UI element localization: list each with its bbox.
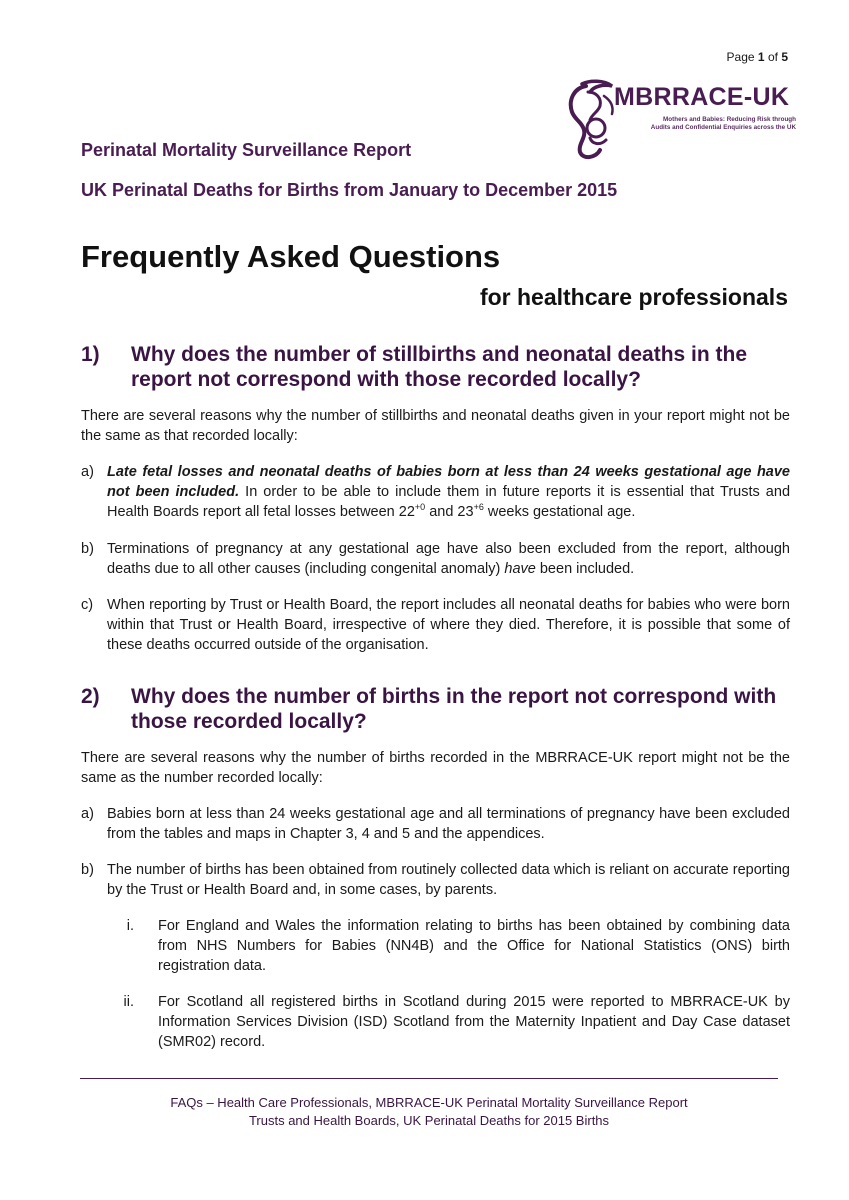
list-label: c) <box>81 597 94 613</box>
logo-tagline <box>628 116 796 132</box>
page-total: 5 <box>781 50 788 64</box>
list-body: When reporting by Trust or Health Board, the report includes all neonatal deaths for babies who were born within that Trust or Health Board, irrespective of where they died. Therefore, it is possible that some of these deaths occurred outside of the organisation. <box>107 597 790 653</box>
text-span: been included. <box>535 561 635 577</box>
report-title: Perinatal Mortality Surveillance Report <box>81 140 412 160</box>
list-item <box>81 860 790 900</box>
question-1-intro: There are several reasons why the number of stillbirths and neonatal deaths given in your report might not be the same as that recorded locally: <box>81 408 790 444</box>
page-prefix: Page <box>726 50 755 64</box>
page-number <box>727 50 788 64</box>
list-body: Babies born at less than 24 weeks gestational age and all terminations of pregnancy have been excluded from the tables and maps in Chapter 3, 4 and 5 and the appendices. <box>107 806 790 842</box>
question-2-heading <box>81 684 796 734</box>
list-item <box>81 595 790 655</box>
footer-divider <box>80 1078 778 1079</box>
page-title: Frequently Asked Questions <box>81 239 501 274</box>
question-number: 1) <box>81 343 100 366</box>
report-subtitle: UK Perinatal Deaths for Births from January to December 2015 <box>81 180 618 200</box>
list-label: b) <box>81 862 94 878</box>
page-subtitle: for healthcare professionals <box>479 284 788 310</box>
text-span: and 23 <box>425 504 474 520</box>
list-body: The number of births has been obtained from routinely collected data which is reliant on accurate reporting by the Trust or Health Board and, in some cases, by parents. <box>107 862 790 898</box>
mbrrace-logo <box>556 78 796 162</box>
sub-list-label: ii. <box>123 994 134 1010</box>
sub-list-label: i. <box>126 918 134 934</box>
question-text: Why does the number of stillbirths and neonatal deaths in the report not correspond with those recorded locally? <box>131 343 748 391</box>
sub-list-body: For England and Wales the information relating to births has been obtained by combining data from NHS Numbers for Babies (NN4B) and the Office for National Statistics (ONS) birth registration data. <box>158 918 790 974</box>
question-1-heading <box>81 342 796 392</box>
list-body <box>107 539 790 579</box>
list-item <box>81 539 790 579</box>
page-footer <box>80 1094 778 1130</box>
list-item <box>81 804 790 844</box>
text-span: weeks gestational age. <box>483 504 636 520</box>
list-label: a) <box>81 806 94 822</box>
logo-tagline-line2: Audits and Confidential Enquiries across the UK <box>650 124 796 131</box>
sub-list-body: For Scotland all registered births in Scotland during 2015 were reported to MBRRACE-UK by Information Services Division (ISD) Scotland from the Maternity Inpatient and Day Case dataset (SMR02) record. <box>158 994 790 1050</box>
list-item <box>81 462 790 522</box>
footer-line-2: Trusts and Health Boards, UK Perinatal Deaths for 2015 Births <box>248 1113 610 1128</box>
italic-text: have <box>504 561 536 577</box>
page-of: of <box>767 50 778 64</box>
question-2-intro: There are several reasons why the number of births recorded in the MBRRACE-UK report might not be the same as the number recorded locally: <box>81 750 790 786</box>
footer-line-1: FAQs – Health Care Professionals, MBRRACE-UK Perinatal Mortality Surveillance Report <box>170 1095 688 1110</box>
page-current: 1 <box>757 50 765 64</box>
emphasis-text: Late fetal losses and neonatal deaths of babies born at less than 24 weeks gestational age have not been included. <box>107 464 790 500</box>
list-label: b) <box>81 541 94 557</box>
text-span: In order to be able to include them in future reports it is essential that Trusts and Health Boards report all fetal losses between 22 <box>107 484 791 520</box>
list-body <box>107 462 790 522</box>
question-number: 2) <box>81 685 100 708</box>
logo-tagline-line1: Mothers and Babies: Reducing Risk through <box>663 116 796 123</box>
logo-title: MBRRACE-UK <box>614 83 790 111</box>
text-span: Terminations of pregnancy at any gestational age have also been excluded from the report, although deaths due to all other causes (including congenital anomaly) <box>107 541 790 577</box>
sub-list-item <box>120 916 790 976</box>
sub-list-item <box>120 992 790 1052</box>
question-text: Why does the number of births in the report not correspond with those recorded locally? <box>131 685 777 733</box>
superscript: +6 <box>473 502 484 513</box>
superscript: +0 <box>414 502 426 513</box>
list-label: a) <box>81 464 94 480</box>
